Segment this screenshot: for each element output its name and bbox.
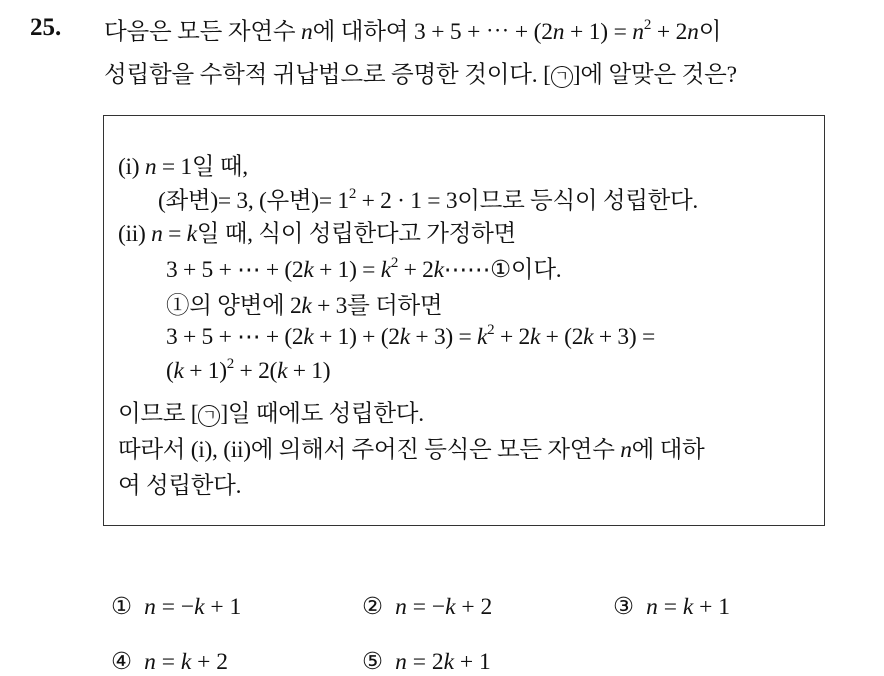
proof-line-result: $(k + 1)^2 + 2(k + 1)$	[166, 356, 331, 384]
question-text-line-2: 성립함을 수학적 귀납법으로 증명한 것이다. [ ㄱ ]에 알맞은 것은?	[104, 62, 737, 88]
choice-1[interactable]: ① n = −k + 1	[111, 594, 242, 620]
choice-5[interactable]: ⑤ n = 2k + 1	[362, 649, 491, 675]
question-number: 25.	[30, 14, 62, 41]
choice-4[interactable]: ④ n = k + 2	[111, 649, 229, 675]
giyeok-blank-mark: ㄱ	[551, 66, 573, 88]
choice-3[interactable]: ③ n = k + 1	[613, 594, 731, 620]
proof-line-base-case: (좌변)= 3, (우변)= $1^2 + 2 \cdot 1 = 3$이므로 등식이 성립한다.	[158, 186, 698, 214]
proof-line-therefore: 따라서 (i), (ii)에 의해서 주어진 등식은 모든 자연수 n에 대하	[118, 437, 705, 463]
proof-line-ii: (ii) n = k일 때, 식이 성립한다고 가정하면	[118, 221, 516, 247]
proof-line-final: 여 성립한다.	[118, 473, 242, 499]
giyeok-blank-mark: ㄱ	[198, 405, 220, 427]
choice-2[interactable]: ② n = −k + 2	[362, 594, 493, 620]
proof-line-hypothesis: 3 + 5 + ⋯ + $(2k + 1) = k^2$ + 2k⋯⋯①이다.	[166, 255, 562, 283]
proof-line-expansion: 3 + 5 + ⋯ + $(2k + 1) + (2k + 3) = k^2 + 2k + (2k + 3)$ =	[166, 322, 655, 350]
proof-line-i: (i) n = 1일 때,	[118, 154, 248, 180]
question-text-line-1: 다음은 모든 자연수 n에 대하여 3 + 5 + ⋯ + $(2n + 1) = n^2 + 2n$이	[104, 17, 722, 45]
proof-line-add-both-sides: ①의 양변에 2k + 3를 더하면	[166, 293, 443, 319]
proof-line-conclusion-blank: 이므로 [ ㄱ ]일 때에도 성립한다.	[118, 401, 424, 427]
